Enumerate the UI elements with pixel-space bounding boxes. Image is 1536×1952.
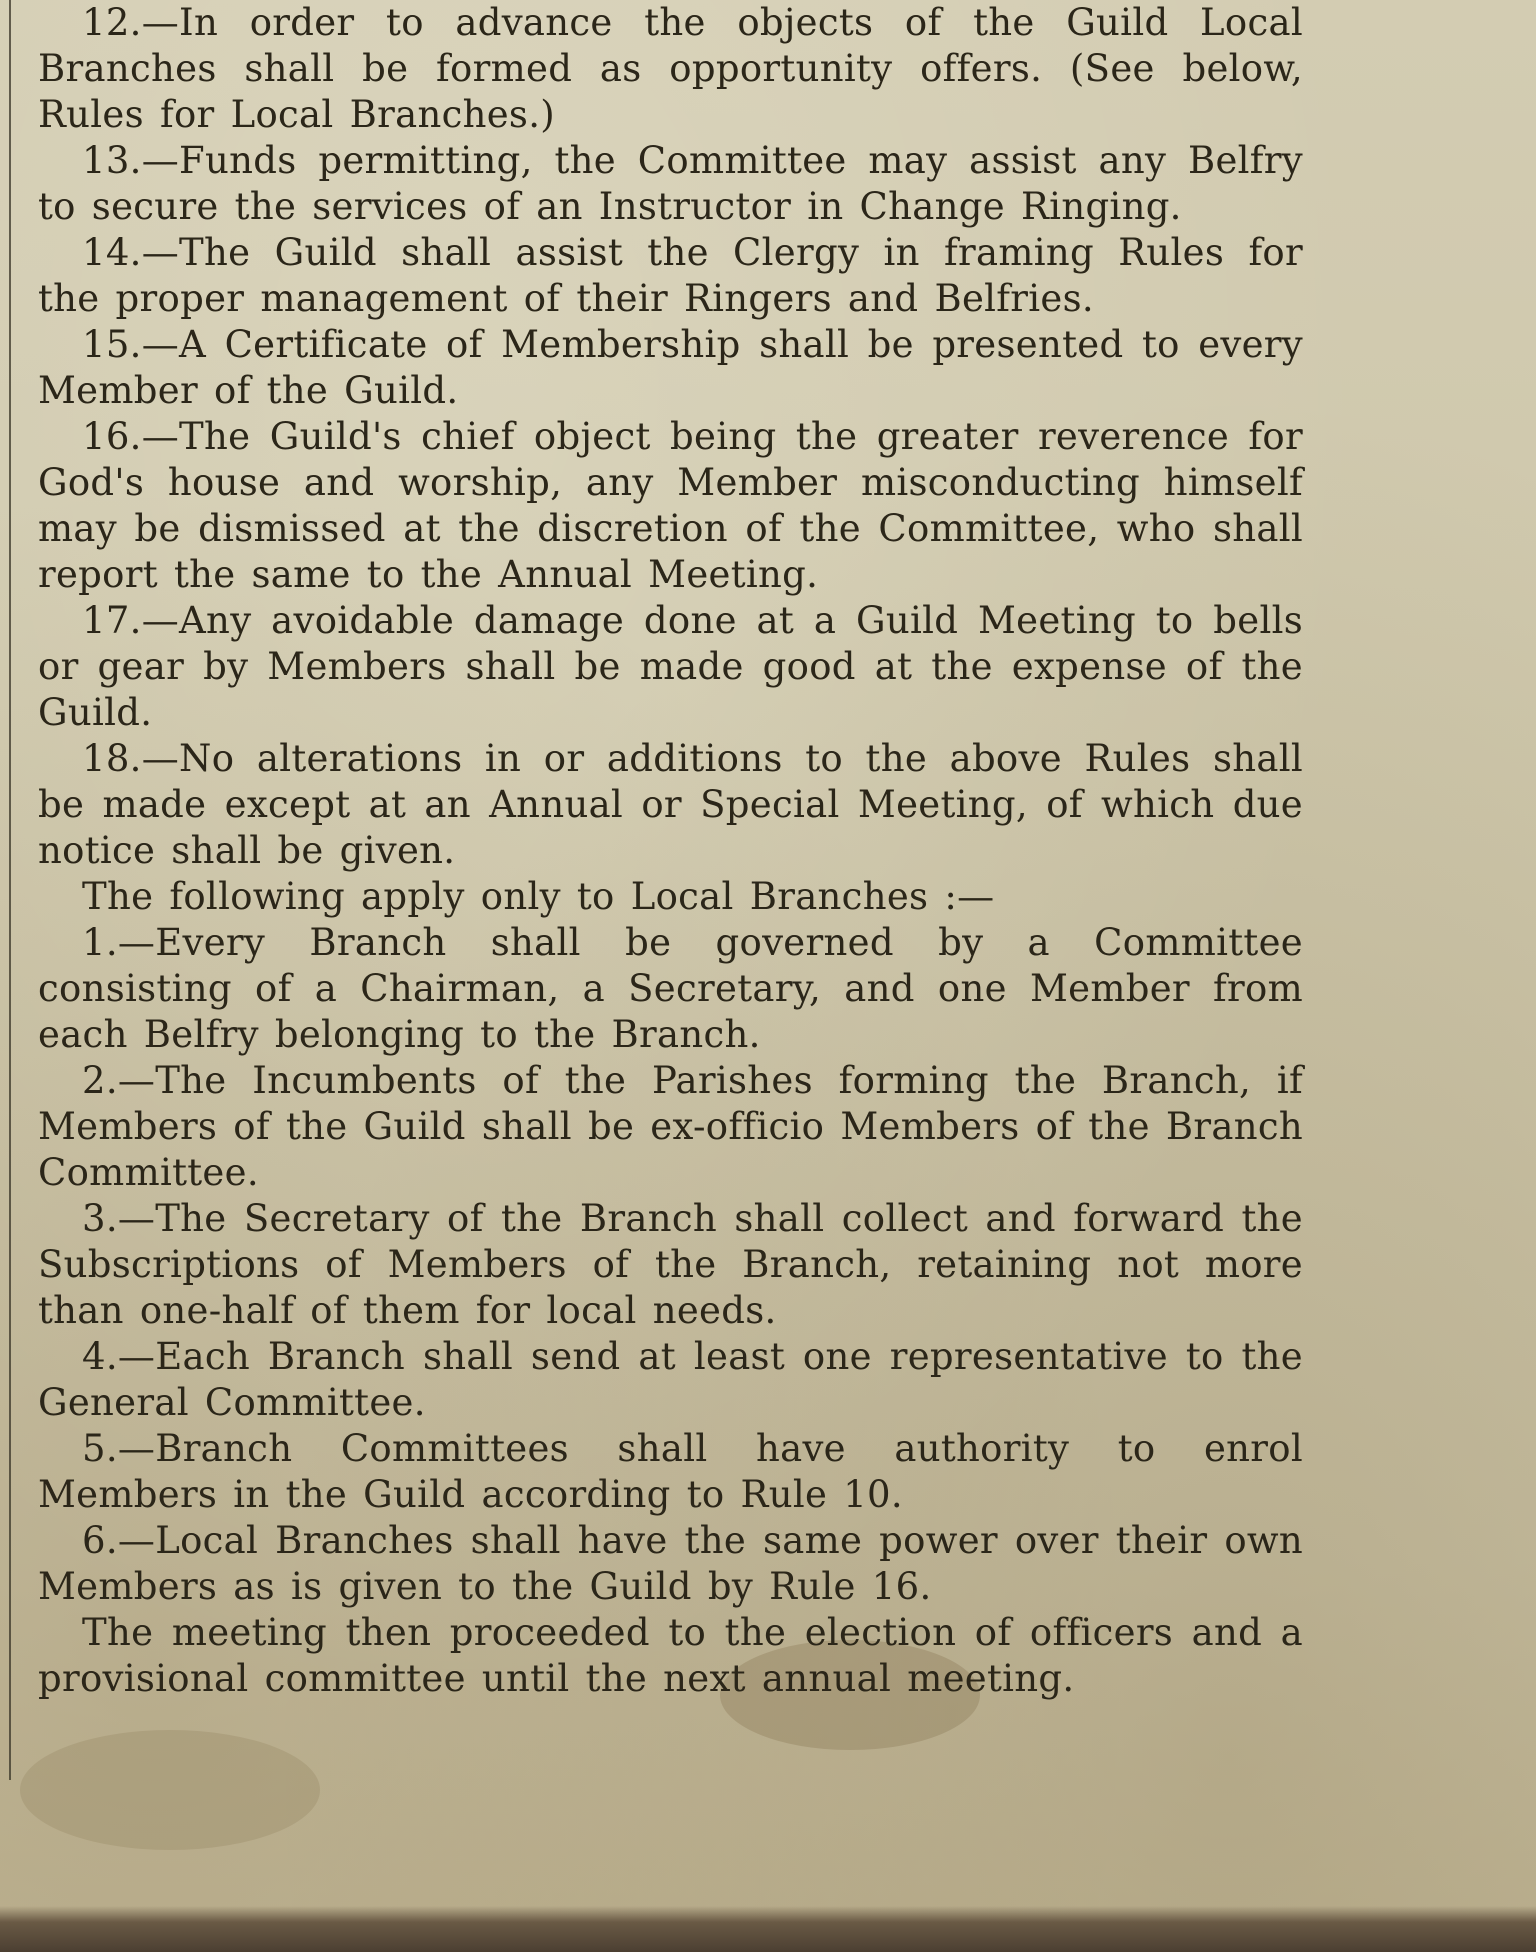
torn-bottom-edge <box>0 1906 1536 1952</box>
branch-rule-6-paragraph: 6.—Local Branches shall have the same power over their own Members as is given to the Guild by Rule 16. <box>38 1519 1303 1608</box>
branch-rule-3-paragraph: 3.—The Secretary of the Branch shall collect and forward the Subscriptions of Members of the Branch, retaining not more than one-half of them for local needs. <box>38 1197 1303 1332</box>
article-text <box>38 0 1303 1702</box>
paper-stain <box>20 1730 320 1850</box>
local-branches-heading: The following apply only to Local Branches :— <box>82 875 995 918</box>
branch-rule-4-paragraph: 4.—Each Branch shall send at least one representative to the General Committee. <box>38 1335 1303 1424</box>
branch-rule-5-paragraph: 5.—Branch Committees shall have authority to enrol Members in the Guild according to Rule 10. <box>38 1427 1303 1516</box>
branch-rule-1-paragraph: 1.—Every Branch shall be governed by a Committee consisting of a Chairman, a Secretary, and one Member from each Belfry belonging to the Branch. <box>38 921 1303 1056</box>
rule-12-paragraph: 12.—In order to advance the objects of the Guild Local Branches shall be formed as opportunity offers. (See below, Rules for Local Branches.) <box>38 1 1303 136</box>
rule-13-paragraph: 13.—Funds permitting, the Committee may assist any Belfry to secure the services of an Instructor in Change Ringing. <box>38 139 1303 228</box>
column-rule <box>9 0 11 1780</box>
rule-17-paragraph: 17.—Any avoidable damage done at a Guild Meeting to bells or gear by Members shall be made good at the expense of the Guild. <box>38 599 1303 734</box>
rule-16-paragraph: 16.—The Guild's chief object being the greater reverence for God's house and worship, any Member misconducting himself may be dismissed at the discretion of the Committee, who shall report the same to the Annual Meeting. <box>38 415 1303 596</box>
meeting-election-paragraph: The meeting then proceeded to the election of officers and a provisional committee until the next annual meeting. <box>38 1611 1303 1700</box>
branch-rule-2-paragraph: 2.—The Incumbents of the Parishes forming the Branch, if Members of the Guild shall be ex-officio Members of the Branch Committee. <box>38 1059 1303 1194</box>
rule-14-paragraph: 14.—The Guild shall assist the Clergy in framing Rules for the proper management of their Ringers and Belfries. <box>38 231 1303 320</box>
rule-15-paragraph: 15.—A Certificate of Membership shall be presented to every Member of the Guild. <box>38 323 1303 412</box>
rule-18-paragraph: 18.—No alterations in or additions to the above Rules shall be made except at an Annual or Special Meeting, of which due notice shall be given. <box>38 737 1303 872</box>
